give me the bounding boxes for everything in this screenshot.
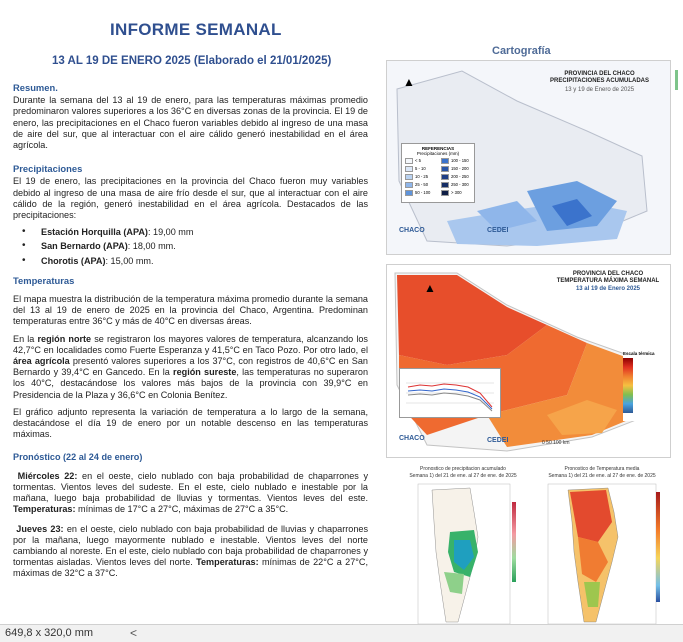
legend-item: 250 - 300 <box>441 182 469 188</box>
forecast-precip-map: Pronostico de precipitacion acumulado Semana 1) del 21 de ene. al 27 de ene. de 2025 <box>404 466 522 624</box>
temperaturas-p3: El gráfico adjunto representa la variación de temperatura a lo largo de la semana, destacándose el día 19 de enero por un notable descenso en las temperaturas máximas. <box>13 406 368 440</box>
pronostico-heading: Pronóstico (22 al 24 de enero) <box>13 452 143 463</box>
legend-item: 10 - 25 <box>405 174 428 180</box>
precipitaciones-heading: Precipitaciones <box>13 163 83 175</box>
legend-item: 100 - 150 <box>441 158 469 164</box>
list-item: • San Bernardo (APA): 18,00 mm. <box>33 241 368 252</box>
precipitaciones-text: El 19 de enero, las precipitaciones en la provincia del Chaco fueron muy variables debido al ingreso de una masa de aire frío desde el sur, que al interactuar con el aire cálido de la región, generó inestabilidad en el área agrícola. Destacados de las precipitaciones: <box>13 176 368 221</box>
north-arrow-icon: ▲ <box>403 75 415 89</box>
forecast-day: Miércoles 22: en el oeste, cielo nublado con baja probabilidad de chaparrones y tormentas. Vientos leves del sudeste. En el este, cielo nublado e inestable por la mañana, luego baja probabilidad de lluvias y tormentas. Vientos leves del este. Temperaturas: mínimas de 17°C a 27°C, máximas de 27°C a 35°C. <box>13 470 368 515</box>
forecast-day: Jueves 23: en el oeste, cielo nublado con baja probabilidad de lluvias y chaparrones por la mañana, luego mayormente nublado e inestable. Vientos leves del norte cambiando al noreste. En el este, cielo nublado con baja probabilidad de chaparrones y tormentas aisladas. Vientos leves del norte. Temperaturas: mínimas de 22°C a 27°C, máximas de 32°C a 37°C. <box>13 523 368 579</box>
temperature-map <box>386 264 671 458</box>
legend-item: 150 - 200 <box>441 166 469 172</box>
legend-item: 25 - 50 <box>405 182 428 188</box>
legend-item: > 300 <box>441 190 462 196</box>
temp-week-chart <box>399 368 501 418</box>
precip-legend: REFERENCIAS Precipitaciones (mm) < 5 5 - 10 10 - 25 25 - 50 50 - 100 100 - 150 150 - 200 200 - 250 250 - 300 > 300 <box>401 143 475 203</box>
temp-map-title: PROVINCIA DEL CHACO TEMPERATURA MÁXIMA SEMANAL 13 al 19 de Enero 2025 <box>556 271 660 292</box>
page-size-readout: 649,8 x 320,0 mm <box>5 627 94 639</box>
text-column <box>13 82 368 586</box>
temperaturas-p1: El mapa muestra la distribución de la temperatura máxima promedio durante la semana del 13 al 19 de enero de 2025 en la provincia del Chaco, Argentina. Predominan temperaturas entre 36°C y más de 40°C en diversas áreas. <box>13 294 368 327</box>
status-bar <box>0 624 683 642</box>
resumen-heading: Resumen. <box>13 82 58 93</box>
forecast-temp-map: Pronostico de Temperatura media Semana 1) del 21 de ene. al 27 de ene. de 2025 <box>538 466 666 624</box>
scroll-left-icon[interactable]: < <box>130 626 138 640</box>
legend-item: 50 - 100 <box>405 190 430 196</box>
cartography-heading: Cartografía <box>492 45 551 57</box>
temperaturas-p2: En la región norte se registraron los mayores valores de temperatura, alcanzando los 42,7°C en localidades como Fuerte Esperanza y 41,5°C en Taco Pozo. Por otro lado, el área agrícola presentó valores superiores a los 37°C, con registros de 40,6°C en San Bernardo y 39,4°C en Gancedo. En la región sureste, las temperaturas no superaron los 40°C, destacándose los valores más bajos de la provincia con 39,9°C en Presidencia de la Plaza y 36,6°C en Colonia Benítez. <box>13 333 368 400</box>
precip-map-title: PROVINCIA DEL CHACO PRECIPITACIONES ACUMULADAS 13 y 19 de Enero de 2025 <box>549 71 649 93</box>
temp-logo-right: CEDEI <box>487 437 509 444</box>
temperaturas-heading: Temperaturas <box>13 274 75 286</box>
legend-item: < 5 <box>405 158 421 164</box>
temp-logo-left: CHACO <box>399 435 425 442</box>
side-marker <box>675 70 678 90</box>
page-title: INFORME SEMANAL <box>110 20 282 39</box>
north-arrow-icon: ▲ <box>424 281 436 295</box>
list-item: • Chorotis (APA): 15,00 mm. <box>33 256 368 267</box>
temp-legend: Escala térmica <box>623 351 663 421</box>
temp-scale: 0 50 100 km <box>542 440 570 446</box>
list-item: • Estación Horquilla (APA): 19,00 mm <box>33 227 368 238</box>
legend-item: 200 - 250 <box>441 174 469 180</box>
precip-highlights-list <box>13 227 368 267</box>
resumen-text: Durante la semana del 13 al 19 de enero, para las temperaturas máximas promedio predominaron valores superiores a los 36°C en diversas zonas de la provincia. El 19 de enero, las precipitaciones en el Chaco fueron variables debido al ingreso de una masa de aire del sur, que al interactuar con el aire cálido generó inestabilidad en el área agrícola. <box>13 95 368 151</box>
precip-logo-right: CEDEI <box>487 227 509 234</box>
precip-logo-left: CHACO <box>399 227 425 234</box>
report-period: 13 AL 19 DE ENERO 2025 (Elaborado el 21/01/2025) <box>52 55 332 67</box>
precipitation-map <box>386 60 671 255</box>
legend-item: 5 - 10 <box>405 166 426 172</box>
